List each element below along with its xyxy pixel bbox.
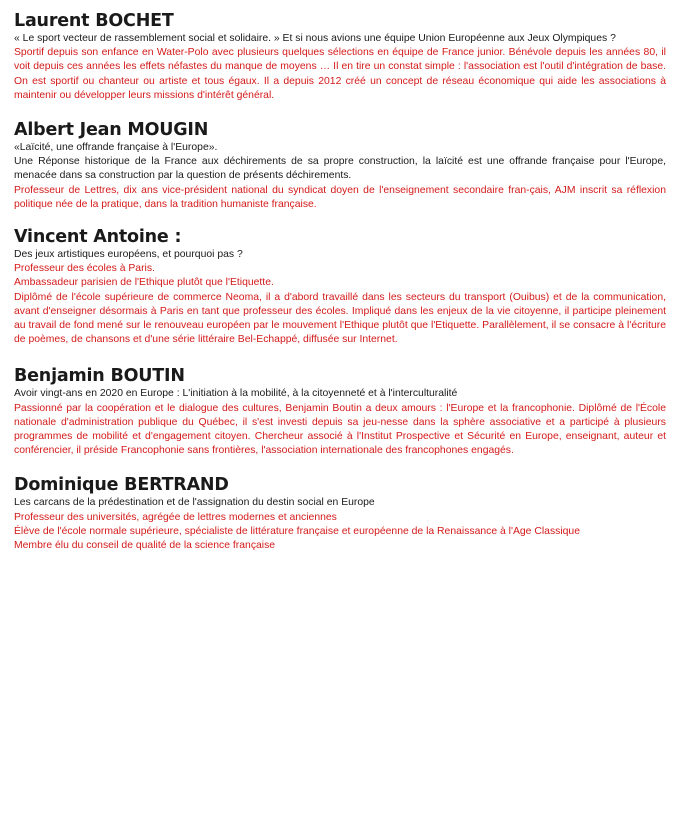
speaker-entry-antoine bbox=[14, 226, 666, 347]
speaker-entry-bertrand bbox=[14, 474, 666, 553]
speaker-name: Laurent BOCHET bbox=[14, 11, 174, 31]
speaker-entry-boutin bbox=[14, 365, 666, 458]
speaker-bio: Professeur de Lettres, dix ans vice-président national du syndicat doyen de l'enseignement secondaire fran-çais, AJM inscrit sa réflexion politique née de la pratique, dans la tradition humaniste française. bbox=[14, 184, 666, 210]
speaker-bio: Sportif depuis son enfance en Water-Polo avec plusieurs quelques sélections en équipe de France junior. Bénévole depuis les années 80, il voit depuis ces années les effets néfastes du manque de moyens … Il en tire un constat simple : l'association est l'outil d'intégration de base. On est sportif ou chanteur ou artiste et tous égaux. Il a depuis 2012 créé un concept de réseau économique qui aide les associations à maintenir ou développer leurs missions d'intérêt général. bbox=[14, 47, 666, 101]
speaker-name: Vincent Antoine : bbox=[14, 227, 182, 248]
speaker-topic: Des jeux artistiques européens, et pourquoi pas ? bbox=[14, 249, 243, 261]
speaker-bio-line: Professeur des universités, agrégée de lettres modernes et anciennes bbox=[14, 511, 337, 523]
speaker-bio-line: Ambassadeur parisien de l'Ethique plutôt que l'Etiquette. bbox=[14, 277, 274, 289]
speaker-bio-line: Professeur des écoles à Paris. bbox=[14, 263, 155, 275]
speaker-bio-line: Élève de l'école normale supérieure, spécialiste de littérature française et européenne de la Renaissance à l'Age Classique bbox=[14, 525, 580, 537]
speaker-topic: Les carcans de la prédestination et de l'assignation du destin social en Europe bbox=[14, 497, 375, 509]
speaker-name: Benjamin BOUTIN bbox=[14, 366, 185, 387]
speaker-topic: «Laïcité, une offrande française à l'Europe». bbox=[14, 142, 218, 154]
speaker-topic-description: Une Réponse historique de la France aux déchirements de sa propre construction, la laïcité est une offrande française pour l'Europe, menacée dans sa construction par la question de présents déchirements. bbox=[14, 156, 666, 182]
speaker-name: Dominique BERTRAND bbox=[14, 475, 229, 496]
speaker-entry-bochet bbox=[14, 10, 666, 103]
speaker-topic: Avoir vingt-ans en 2020 en Europe : L'initiation à la mobilité, à la citoyenneté et à l'interculturalité bbox=[14, 388, 458, 400]
speaker-entry-mougin bbox=[14, 119, 666, 212]
speaker-name: Albert Jean MOUGIN bbox=[14, 120, 209, 141]
speaker-bio-line: Membre élu du conseil de qualité de la science française bbox=[14, 540, 276, 552]
speaker-bio: Passionné par la coopération et le dialogue des cultures, Benjamin Boutin a deux amours : l'Europe et la francophonie. Diplômé de l'École nationale d'administration publique du Québec, il s'est investi depuis sa jeu-nesse dans la sphère associative et a participé à plusieurs programmes de mobilité et d'engagement citoyen. Chercheur associé à l'Institut Prospective et Sécurité en Europe, enseignant, auteur et conférencier, il préside Francophonie sans frontières, l'association internationale des francophones engagés. bbox=[14, 402, 666, 457]
speaker-topic: « Le sport vecteur de rassemblement social et solidaire. » Et si nous avions une équipe Union Européenne aux Jeux Olympiques ? bbox=[14, 33, 616, 44]
speaker-bio: Diplômé de l'école supérieure de commerce Neoma, il a d'abord travaillé dans les secteurs du transport (Ouibus) et de la communication, avant d'enseigner désormais à Paris en tant que professeur des écoles. Impliqué dans les enjeux de la vie citoyenne, il participe pleinement au travail de fond mené sur le renouveau européen par le mouvement l'Ethique plutôt que l'Etiquette. Parallèlement, il se consacre à l'écriture de poèmes, de chansons et d'une série littéraire Bel-Echappé, diffusée sur Internet. bbox=[14, 291, 666, 346]
speaker-list bbox=[14, 10, 666, 553]
